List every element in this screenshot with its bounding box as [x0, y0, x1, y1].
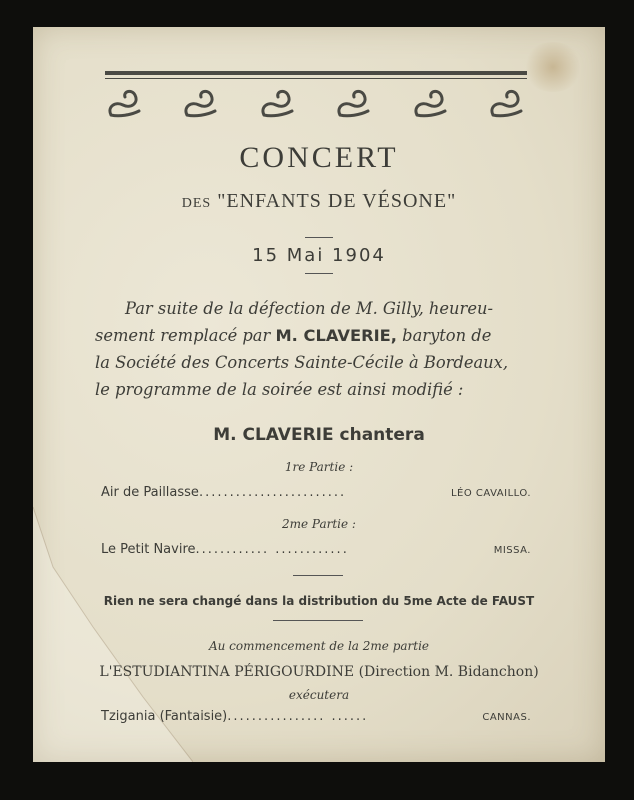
divider-mid — [293, 575, 343, 576]
leader-dots: ........................ — [198, 485, 347, 500]
program-item-3-title: Tzigania — [101, 709, 156, 724]
concert-subtitle — [33, 190, 605, 213]
ensemble-name: "ENFANTS DE VÉSONE" — [217, 190, 457, 212]
concert-date: 15 Mai 1904 — [252, 245, 386, 266]
scroll-ornament-icon — [105, 85, 145, 121]
concert-title: CONCERT — [239, 141, 399, 174]
announcement-line-1: Par suite de la défection de M. Gilly, heureu- — [125, 299, 493, 318]
program-item-2-title: Le Petit Navire — [101, 542, 196, 557]
scroll-ornament-icon — [258, 85, 298, 121]
divider-lower — [273, 620, 363, 621]
estudiantina-name: L'ESTUDIANTINA PÉRIGOURDINE — [99, 664, 355, 680]
replacement-singer-name: M. CLAVERIE, — [275, 326, 397, 345]
program-item-1 — [101, 485, 531, 500]
announcement-paragraph — [95, 295, 535, 403]
subtitle-prefix: DES — [181, 196, 212, 211]
program-item-1-title: Air de Paillasse — [101, 485, 199, 500]
part-1-label: 1re Partie : — [284, 460, 354, 474]
scroll-ornament-icon — [334, 85, 374, 121]
announcement-line-2-end: baryton de — [396, 326, 492, 345]
notice-line: Rien ne sera changé dans la distribution du 5me Acte de FAUST — [103, 594, 535, 608]
divider-bottom — [305, 273, 333, 274]
estudiantina-line — [33, 664, 605, 680]
part-2-label: 2me Partie : — [282, 517, 356, 531]
scroll-ornament-icon — [487, 85, 527, 121]
program-item-3-composer: CANNAS. — [482, 712, 531, 723]
top-rule-thin — [105, 78, 527, 79]
program-item-1-composer: LÉO CAVAILLO. — [450, 488, 531, 499]
announcement-line-2-start: sement remplacé par — [95, 326, 276, 345]
leader-dots: ............ ............ — [195, 542, 349, 557]
ornament-row — [105, 85, 527, 125]
estudiantina-executera: exécutera — [288, 688, 350, 702]
leader-dots: ................ ...... — [227, 709, 369, 724]
announcement-line-3: la Société des Concerts Sainte-Cécile à Bordeaux, — [95, 353, 509, 372]
program-heading: M. CLAVERIE chantera — [213, 425, 425, 445]
paper-stain — [523, 42, 583, 92]
program-item-2 — [101, 542, 531, 557]
scroll-ornament-icon — [181, 85, 221, 121]
scroll-ornament-icon — [411, 85, 451, 121]
top-rule-thick — [105, 71, 527, 75]
program-item-2-composer: MISSA. — [493, 545, 531, 556]
program-item-3 — [101, 709, 531, 724]
announcement-line-4: le programme de la soirée est ainsi modifié : — [95, 380, 464, 399]
announcement-line-2 — [95, 322, 535, 349]
program-item-3-note: (Fantaisie) — [159, 709, 228, 724]
estudiantina-intro: Au commencement de la 2me partie — [208, 639, 430, 653]
divider-top — [305, 237, 333, 238]
concert-programme-sheet — [33, 27, 605, 762]
estudiantina-direction: (Direction M. Bidanchon) — [358, 664, 539, 680]
